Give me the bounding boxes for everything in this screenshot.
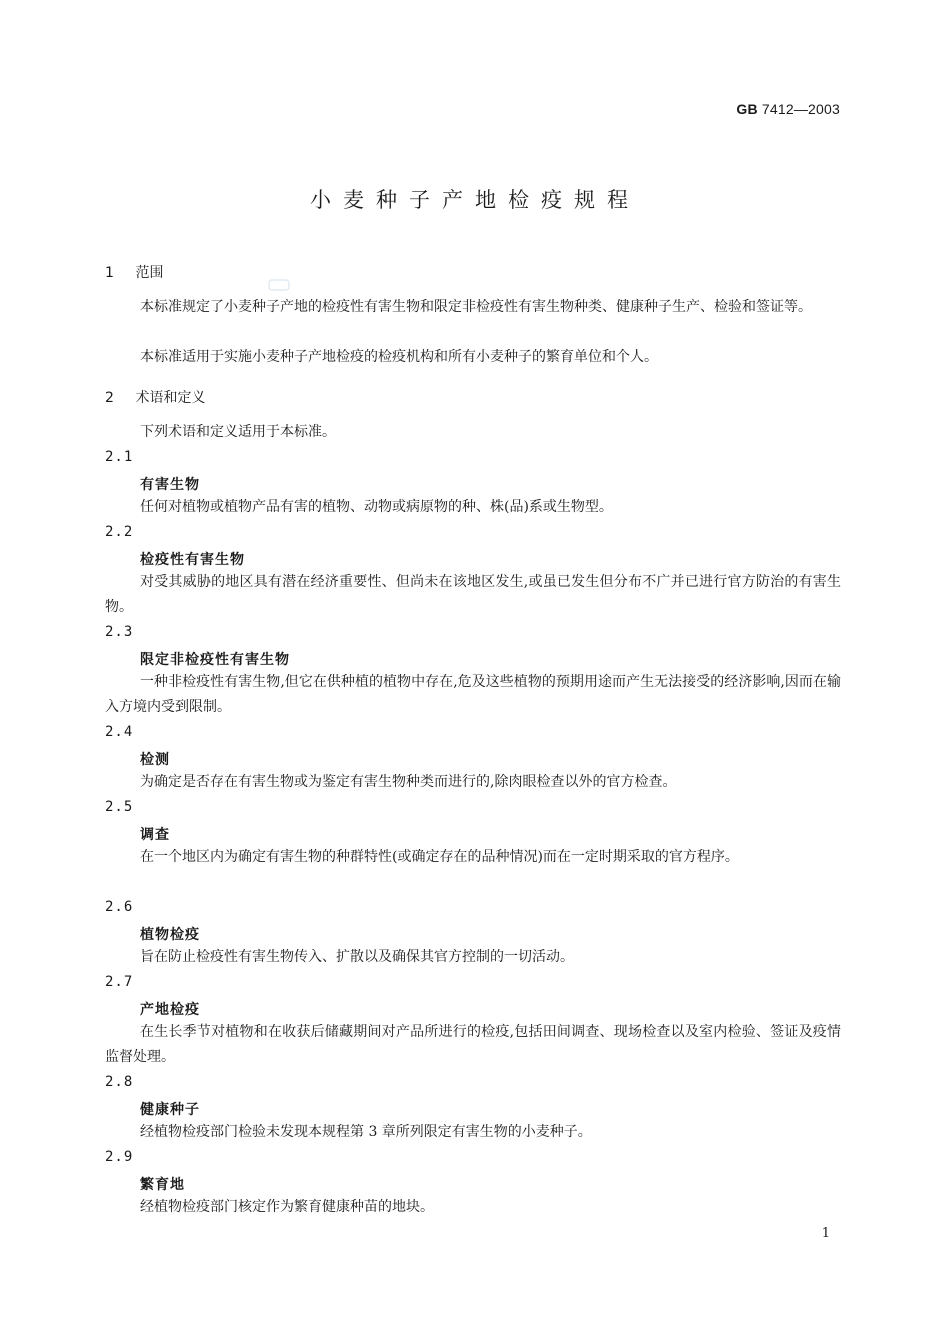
section-heading-scope [105,262,163,282]
watermark-logo [268,278,290,292]
terms-intro-paragraph: 下列术语和定义适用于本标准。 [140,424,336,440]
clause-number: 2.6 [105,899,134,915]
term-definition: 在一个地区内为确定有害生物的种群特性(或确定存在的品种情况)而在一定时期采取的官方程序。 [140,849,739,865]
term-heading: 检测 [140,752,170,768]
term-heading: 检疫性有害生物 [140,552,245,568]
term-definition: 为确定是否存在有害生物或为鉴定有害生物种类而进行的,除肉眼检查以外的官方检查。 [140,774,677,790]
term-definition: 对受其威胁的地区具有潜在经济重要性、但尚未在该地区发生,或虽已发生但分布不广并已进行官方防治的有害生物。 [105,574,841,615]
term-heading: 有害生物 [140,477,200,493]
term-heading: 调查 [140,827,170,843]
document-title: 小麦种子产地检疫规程 [310,188,640,212]
term-heading: 繁育地 [140,1177,185,1193]
term-definition: 任何对植物或植物产品有害的植物、动物或病原物的种、株(品)系或生物型。 [140,499,613,515]
term-definition: 一种非检疫性有害生物,但它在供种植的植物中存在,危及这些植物的预期用途而产生无法接受的经济影响,因而在输入方境内受到限制。 [105,674,841,715]
clause-number: 2.8 [105,1074,134,1090]
term-definition: 经植物检疫部门核定作为繁育健康种苗的地块。 [140,1199,434,1215]
scope-paragraph-2: 本标准适用于实施小麦种子产地检疫的检疫机构和所有小麦种子的繁育单位和个人。 [140,349,658,365]
term-heading: 产地检疫 [140,1002,200,1018]
scope-paragraph-1: 本标准规定了小麦种子产地的检疫性有害生物和限定非检疫性有害生物种类、健康种子生产、检验和签证等。 [140,299,812,315]
term-definition: 在生长季节对植物和在收获后储藏期间对产品所进行的检疫,包括田间调查、现场检查以及室内检验、签证及疫情监督处理。 [105,1024,841,1065]
term-definition: 旨在防止检疫性有害生物传入、扩散以及确保其官方控制的一切活动。 [140,949,574,965]
page-number: 1 [821,1226,830,1241]
section-number: 2 [105,390,114,406]
section-number: 1 [105,265,114,281]
clause-number: 2.3 [105,624,134,640]
clause-number: 2.1 [105,449,134,465]
clause-number: 2.5 [105,799,134,815]
section-title: 术语和定义 [135,390,206,406]
clause-number: 2.9 [105,1149,134,1165]
term-heading: 植物检疫 [140,927,200,943]
term-heading: 限定非检疫性有害生物 [140,652,290,668]
standard-number: 7412—2003 [761,101,840,117]
section-title: 范围 [135,265,164,281]
term-heading: 健康种子 [140,1102,200,1118]
section-heading-terms [105,387,205,407]
clause-number: 2.2 [105,524,134,540]
standard-code [736,101,840,117]
standard-prefix: GB [736,101,758,117]
clause-number: 2.7 [105,974,134,990]
term-definition: 经植物检疫部门检验未发现本规程第 3 章所列限定有害生物的小麦种子。 [140,1124,592,1140]
clause-number: 2.4 [105,724,134,740]
